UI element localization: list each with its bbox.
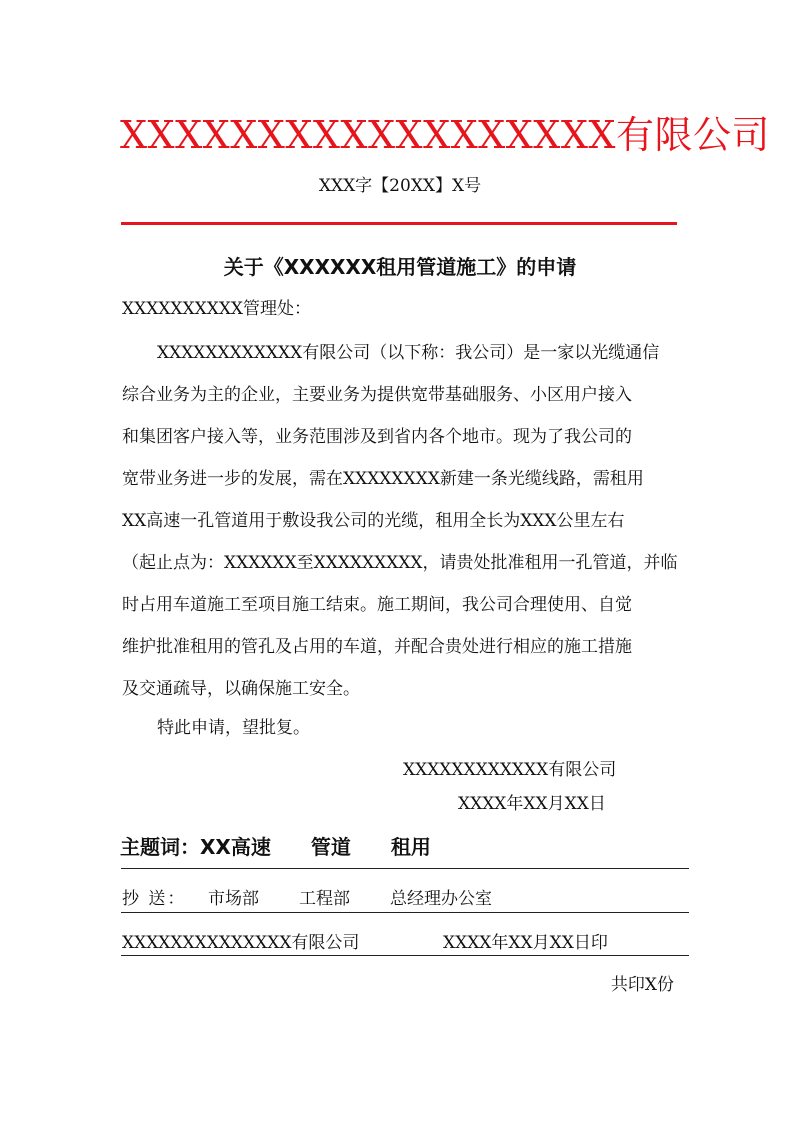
cc-recipient: 市场部 (208, 889, 259, 909)
print-company: XXXXXXXXXXXXXX有限公司 (122, 933, 360, 953)
cc-recipient: 工程部 (299, 889, 350, 909)
keywords-row (120, 831, 471, 860)
body-line: XXXXXXXXXXXX有限公司（以下称：我公司）是一家以光缆通信 (157, 343, 660, 363)
body-line: XX高速一孔管道用于敷设我公司的光缆，租用全长为XXX公里左右 (122, 511, 625, 531)
closing-remark: 特此申请，望批复。 (157, 718, 310, 738)
body-line: 维护批准租用的管孔及占用的车道，并配合贵处进行相应的施工措施 (122, 637, 632, 657)
keyword: XX高速 (200, 835, 271, 859)
cc-row (122, 884, 532, 909)
body-line: （起止点为：XXXXXX至XXXXXXXXX，请贵处批准租用一孔管道，并临 (122, 553, 678, 573)
cc-recipient: 总经理办公室 (390, 889, 492, 909)
print-date: XXXX年XX月XX日印 (443, 933, 608, 953)
signature-date: XXXX年XX月XX日 (458, 794, 606, 814)
document-number: XXX字【20XX】X号 (318, 176, 482, 196)
keyword: 管道 (310, 835, 351, 859)
letter-body (122, 332, 678, 710)
letter-subject: 关于《XXXXXX租用管道施工》的申请 (223, 255, 577, 279)
footer-rule (121, 868, 689, 869)
keyword: 租用 (390, 835, 431, 859)
body-line: 时占用车道施工至项目施工结束。施工期间，我公司合理使用、自觉 (122, 595, 632, 615)
company-title: XXXXXXXXXXXXXXXXXX有限公司 (120, 113, 770, 157)
keywords-label: 主题词： (120, 835, 200, 859)
body-line: 综合业务为主的企业，主要业务为提供宽带基础服务、小区用户接入 (122, 385, 632, 405)
footer-rule (121, 912, 689, 913)
cc-label: 抄 送： (122, 889, 187, 909)
footer-rule (121, 955, 689, 956)
red-divider (121, 222, 677, 225)
salutation: XXXXXXXXXX管理处： (122, 299, 312, 319)
copies-count: 共印X份 (610, 975, 674, 995)
signature-company: XXXXXXXXXXXX有限公司 (403, 760, 617, 780)
body-line: 和集团客户接入等，业务范围涉及到省内各个地市。现为了我公司的 (122, 427, 632, 447)
body-line: 及交通疏导，以确保施工安全。 (122, 679, 360, 699)
body-line: 宽带业务进一步的发展，需在XXXXXXXX新建一条光缆线路，需租用 (122, 469, 644, 489)
